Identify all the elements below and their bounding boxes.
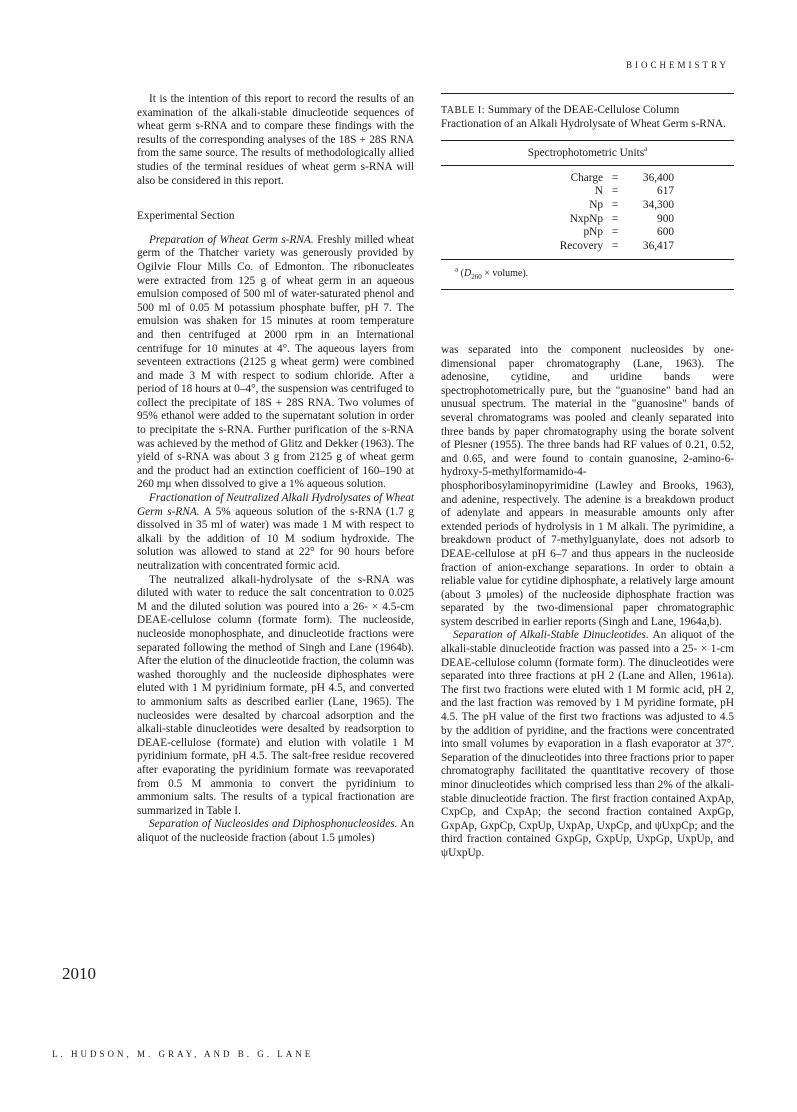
- paragraph-title: Fractionation of Neutralized Alkali Hydrolysates of Wheat Germ s-RNA.: [137, 492, 414, 518]
- paragraph-body: An aliquot of the alkali-stable dinucleotide fraction was passed into a 25- × 1-cm DEAE-cellulose column (formate form). The dinucleotides were separated into three fractions at pH 2 (Lane and Allen, 1961a). The first two fractions were eluted with 1 M formic acid, pH 2, and the last fraction was removed by 1 M pyridine formate, pH 4.5. The pH value of the first two fractions was adjusted to 4.5 by the addition of pyridine, and the fractions were concentrated into small volumes by evaporation in a flash evaporator at 37°. Separation of the dinucleotides into three fractions prior to paper chromatography facilitated the quantitative recovery of those minor dinucleotides which comprised less than 2% of the alkali-stable dinucleotide fraction. The first fraction contained AxpAp, CxpCp, and CxpAp; the second fraction contained AxpGp, GxpAp, GxpCp, CxpUp, UxpAp, UxpCp, and ψUxpCp; and the third fraction contained GxpGp, GxpUp, UxpGp, UxpUp, and ψUxpUp.: [441, 629, 734, 859]
- table-row: [441, 172, 734, 186]
- table-top-rule: [441, 93, 734, 94]
- table-cell-value: 900: [657, 212, 674, 225]
- footnote-mark: a: [644, 145, 648, 154]
- running-head: BIOCHEMISTRY: [625, 60, 729, 70]
- dinucleotide-paragraph: [441, 629, 734, 860]
- fractionation-paragraph: [137, 492, 414, 574]
- table-cell-name: Recovery: [559, 239, 603, 252]
- footer-authors: L. HUDSON, M. GRAY, AND B. G. LANE: [52, 1049, 314, 1059]
- paragraph-body: An aliquot of the nucleoside fraction (about 1.5 μmoles): [137, 818, 414, 844]
- table-end-rule: [441, 289, 734, 290]
- table-label: TABLE I:: [441, 105, 486, 116]
- table-row: [441, 226, 734, 240]
- table-cell-name: Charge: [570, 171, 603, 184]
- column-header-text: Spectrophotometric Units: [527, 147, 645, 160]
- table-caption: [441, 104, 734, 131]
- table-cell-eq: =: [611, 239, 619, 252]
- continued-paragraph: was separated into the component nucleosides by one-dimensional paper chromatography (Lane, 1963). The adenosine, cytidine, and uridine bands were spectrophotometrically pure, but the "guanosine" band had an unusual spectrum. The material in the "guanosine" bands of several chromatograms was pooled and cleanly separated into three bands by paper chromatography using the borate solvent of Plesner (1955). The three bands had RF values of 0.21, 0.52, and 0.65, and were found to contain guanosine, 2-amino-6-hydroxy-5-methylformamido-4-phosphoribosylaminopyrimidine (Lawley and Brooks, 1963), and adenine, respectively. The adenine is a breakdown product of adenylate and appears in measurable amounts only after extended periods of hydrolysis in 1 M alkali. The pyrimidine, a breakdown product of 7-methylguanylate, does not adsorb to DEAE-cellulose at pH 6–7 and thus appears in the nucleoside fraction of anion-exchange separations. In order to obtain a reliable value for cytidine diphosphate, a relatively large amount (about 3 μmoles) of the nucleoside diphosphate fraction was separated by the two-dimensional paper chromatographic system described in earlier reports (Singh and Lane, 1964a,b).: [441, 344, 734, 628]
- table-cell-name: N: [594, 185, 603, 198]
- footnote-symbol: D: [463, 268, 472, 280]
- table-bottom-rule: [441, 259, 734, 260]
- table-cell-name: NxpNp: [569, 212, 603, 225]
- left-column: [137, 93, 414, 845]
- preparation-paragraph: [137, 234, 414, 492]
- table-cell-value: 600: [657, 226, 674, 239]
- paragraph-body: Freshly milled wheat germ of the Thatcher variety was generously provided by Ogilvie Flour Mills Co. of Edmonton. The ribonucleates were extracted from 125 g of wheat germ in an aqueous emulsion composed of 500 ml of water-saturated phenol and 500 ml of 0.05 M potassium phosphate buffer, pH 7. The emulsion was shaken for 15 minutes at room temperature and then centrifuged at 2000 rpm in an International centrifuge for 10 minutes at 4°. The aqueous layers from seventeen extractions (2125 g wheat germ) were combined and made 3 M with respect to sodium chloride. After a period of 18 hours at 0–4°, the suspension was centrifuged to collect the precipitate of 18S + 28S RNA. Two volumes of 95% ethanol were added to the supernatant solution in order to precipitate the s-RNA. Further purification of the s-RNA was achieved by the method of Glitz and Dekker (1963). The yield of s-RNA was about 3 g from 2125 g of wheat germ and the product had an extinction coefficient of 160–190 at 260 mμ when dissolved to give a 1% aqueous solution.: [137, 233, 415, 491]
- table-row: [441, 213, 734, 227]
- intro-paragraph: It is the intention of this report to record the results of an examination of the alkali-stable dinucleotide sequences of wheat germ s-RNA and to compare these findings with the results of the corresponding analyses of the 18S + 28S RNA from the same source. The results of methodologically allied studies of the terminal residues of wheat germ s-RNA will also be considered in this report.: [137, 93, 414, 187]
- table-rule: [441, 165, 734, 166]
- table-cell-value: 34,300: [642, 198, 674, 211]
- table-cell-eq: =: [611, 212, 619, 225]
- paragraph-body: A 5% aqueous solution of the s-RNA (1.7 g dissolved in 35 ml of water) was made 1 M with respect to alkali by the addition of 10 M sodium hydroxide. The solution was allowed to stand at 22° for 90 hours before neutralization with concentrated formic acid.: [137, 505, 414, 572]
- table-cell-name: pNp: [583, 226, 603, 239]
- separation-paragraph: [137, 818, 414, 845]
- section-heading: Experimental Section: [137, 210, 235, 223]
- table-cell-value: 36,417: [642, 239, 674, 252]
- table-row: [441, 199, 734, 213]
- table-cell-eq: =: [611, 226, 619, 239]
- table-caption-text: Summary of the DEAE-Cellulose Column Fractionation of an Alkali Hydrolysate of Wheat Germ s-RNA.: [441, 104, 726, 130]
- table-1: [441, 93, 734, 290]
- table-body: [441, 172, 734, 254]
- table-rule: [441, 140, 734, 141]
- footnote-subscript: 260: [471, 273, 482, 282]
- table-row: [441, 240, 734, 254]
- hydrolysate-paragraph: The neutralized alkali-hydrolysate of the s-RNA was diluted with water to reduce the salt concentration to 0.025 M and the diluted solution was poured into a 26- × 4.5-cm DEAE-cellulose column (formate form). The nucleoside, nucleoside monophosphate, and dinucleotide fractions were separated following the method of Singh and Lane (1964b). After the elution of the dinucleotide fraction, the column was washed thoroughly and the nucleoside diphosphates were eluted with 1 M pyridinium formate, pH 4.5, and converted to ammonium salts as described earlier (Lane, 1965). The nucleosides were desalted by charcoal adsorption and the alkali-stable dinucleotides were desalted by readsorption to DEAE-cellulose (formate) and elution with volatile 1 M pyridinium formate, pH 4.5. The salt-free residue recovered after evaporating the pyridinium formate was reevaporated from 0.5 M ammonia to convert the pyridinium to ammonium salts. The results of a typical fractionation are summarized in Table I.: [137, 573, 414, 817]
- table-cell-name: Np: [589, 198, 603, 211]
- paragraph-title: Preparation of Wheat Germ s-RNA.: [149, 233, 314, 246]
- table-cell-eq: =: [611, 171, 619, 184]
- footnote-mark: a: [455, 266, 459, 275]
- right-column: [441, 344, 734, 861]
- footnote-text: (: [458, 268, 464, 280]
- paragraph-title: Separation of Alkali-Stable Dinucleotides.: [453, 629, 649, 642]
- table-row: [441, 185, 734, 199]
- table-footnote: [455, 267, 734, 281]
- page-number: 2010: [62, 964, 96, 983]
- table-cell-value: 36,400: [642, 171, 674, 184]
- footnote-text: × volume).: [481, 268, 529, 280]
- table-column-header: [441, 147, 734, 161]
- paragraph-title: Separation of Nucleosides and Diphosphonucleosides.: [149, 818, 398, 831]
- table-cell-eq: =: [611, 185, 619, 198]
- table-cell-value: 617: [657, 185, 674, 198]
- table-cell-eq: =: [611, 198, 619, 211]
